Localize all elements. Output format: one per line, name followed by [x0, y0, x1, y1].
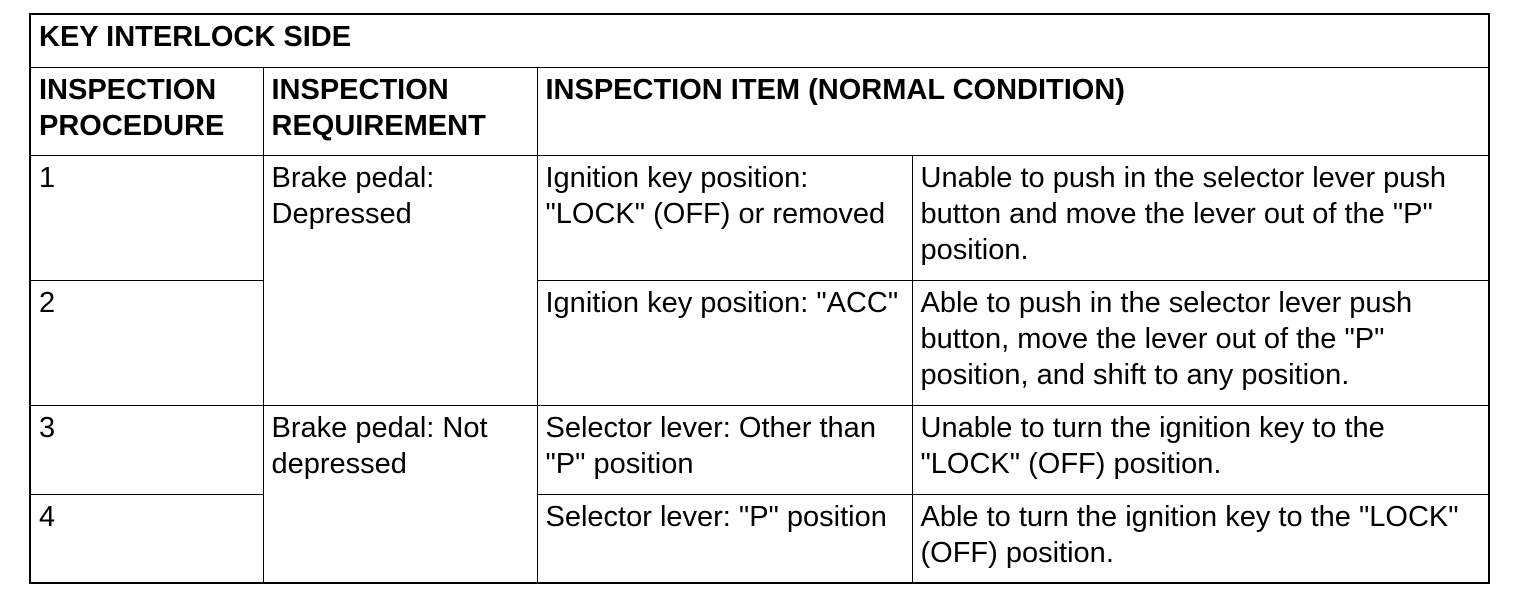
result-cell: Unable to push in the selector lever push button and move the lever out of the "P" position. — [912, 155, 1489, 280]
table-row — [30, 405, 1489, 494]
table-title: KEY INTERLOCK SIDE — [30, 14, 1489, 67]
result-cell: Unable to turn the ignition key to the "LOCK" (OFF) position. — [912, 405, 1489, 494]
header-item: INSPECTION ITEM (NORMAL CONDITION) — [537, 67, 1489, 155]
condition-cell: Selector lever: Other than "P" position — [537, 405, 912, 494]
header-requirement: INSPECTION REQUIREMENT — [263, 67, 537, 155]
condition-cell: Selector lever: "P" position — [537, 494, 912, 583]
header-row — [30, 67, 1489, 155]
requirement-cell: Brake pedal: Not depressed — [263, 405, 537, 583]
procedure-cell: 2 — [30, 280, 263, 405]
result-cell: Able to push in the selector lever push button, move the lever out of the "P" position, and shift to any position. — [912, 280, 1489, 405]
procedure-cell: 3 — [30, 405, 263, 494]
title-row — [30, 14, 1489, 67]
key-interlock-table — [29, 13, 1490, 584]
table-row — [30, 155, 1489, 280]
table-row — [30, 280, 1489, 405]
table-row — [30, 494, 1489, 583]
procedure-cell: 4 — [30, 494, 263, 583]
condition-cell: Ignition key position: "LOCK" (OFF) or removed — [537, 155, 912, 280]
result-cell: Able to turn the ignition key to the "LOCK" (OFF) position. — [912, 494, 1489, 583]
procedure-cell: 1 — [30, 155, 263, 280]
requirement-cell: Brake pedal: Depressed — [263, 155, 537, 405]
condition-cell: Ignition key position: "ACC" — [537, 280, 912, 405]
header-procedure: INSPECTION PROCEDURE — [30, 67, 263, 155]
